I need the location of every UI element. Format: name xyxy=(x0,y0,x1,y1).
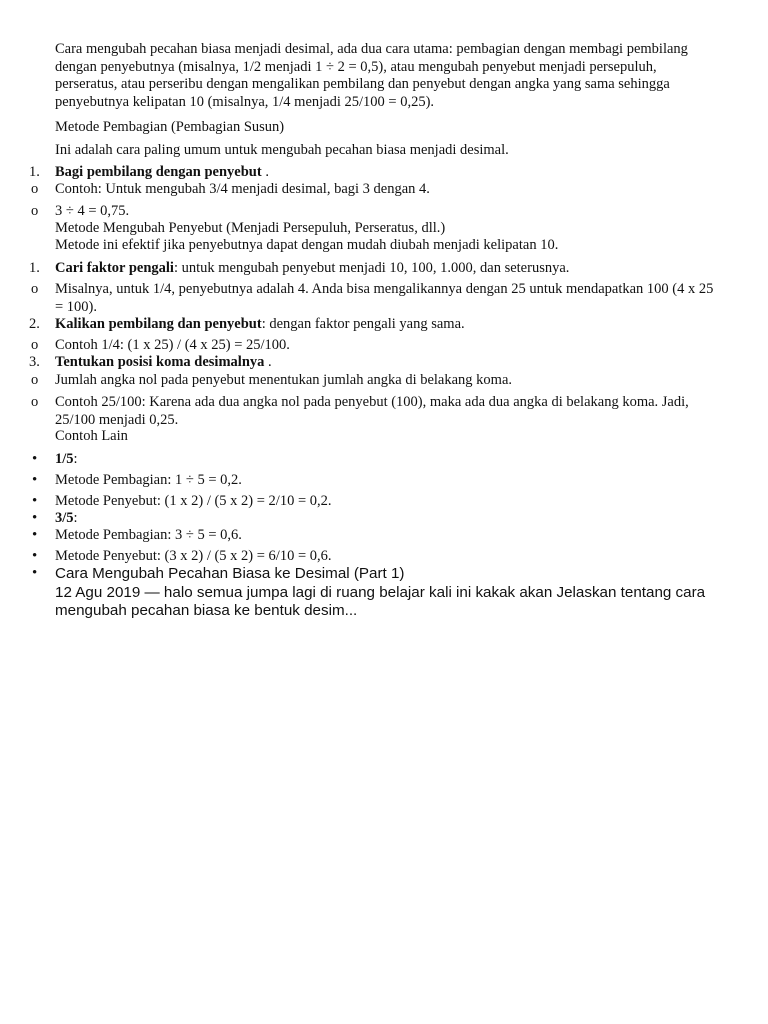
example-text: Metode Penyebut: (3 x 2) / (5 x 2) = 6/10 = 0,6. xyxy=(55,548,332,564)
example-text: Metode Penyebut: (1 x 2) / (5 x 2) = 2/10 = 0,2. xyxy=(55,493,332,509)
list-number: 1. xyxy=(29,164,40,180)
example-text: Metode Pembagian: 1 ÷ 5 = 0,2. xyxy=(55,472,242,488)
example-label: 1/5 xyxy=(55,451,74,467)
sub-item-text: Jumlah angka nol pada penyebut menentukan jumlah angka di belakang koma. xyxy=(55,372,513,388)
bullet-dot-icon: • xyxy=(32,510,38,526)
step-rest-text: . xyxy=(261,164,269,180)
section-desc-division: Ini adalah cara paling umum untuk mengubah pecahan biasa menjadi desimal. xyxy=(55,142,509,158)
sub-item-text: Contoh 25/100: Karena ada dua angka nol pada penyebut (100), maka ada dua angka di belakang koma. Jadi, 25/100 menjadi 0,25. xyxy=(55,394,689,428)
bullet-dot-icon: • xyxy=(32,472,38,488)
search-result-title[interactable]: Cara Mengubah Pecahan Biasa ke Desimal (Part 1) xyxy=(55,565,405,582)
bullet-dot-icon: • xyxy=(32,527,38,543)
step-rest-text: : dengan faktor pengali yang sama. xyxy=(261,316,465,332)
list-number: 1. xyxy=(29,260,40,276)
list-number: 3. xyxy=(29,354,40,370)
intro-paragraph: Cara mengubah pecahan biasa menjadi desimal, ada dua cara utama: pembagian dengan membagi pembilang dengan penyebutnya (misalnya, 1/2 menjadi 1 ÷ 2 = 0,5), atau mengubah penyebut menjadi persepuluh, perseratus, atau perseribu dengan mengalikan pembilang dan penyebut dengan angka yang sama sehingga penyebutnya kelipatan 10 (misalnya, 1/4 menjadi 25/100 = 0,25). xyxy=(55,41,688,110)
example-label-colon: : xyxy=(73,510,78,526)
circle-bullet-icon: o xyxy=(31,372,39,388)
step-rest-text: : untuk mengubah penyebut menjadi 10, 100, 1.000, dan seterusnya. xyxy=(173,260,570,276)
circle-bullet-icon: o xyxy=(31,281,39,297)
step-bold-text: Kalikan pembilang dan penyebut xyxy=(55,316,262,332)
section-title-other-examples: Contoh Lain xyxy=(55,428,128,444)
section-desc-denominator: Metode ini efektif jika penyebutnya dapat dengan mudah diubah menjadi kelipatan 10. xyxy=(55,237,559,253)
circle-bullet-icon: o xyxy=(31,394,39,410)
circle-bullet-icon: o xyxy=(31,337,39,353)
bullet-dot-icon: • xyxy=(32,548,38,564)
step-bold-text: Bagi pembilang dengan penyebut xyxy=(55,164,262,180)
step-bold-text: Tentukan posisi koma desimalnya xyxy=(55,354,265,370)
section-title-division: Metode Pembagian (Pembagian Susun) xyxy=(55,119,285,135)
sub-item-text: 3 ÷ 4 = 0,75. xyxy=(55,203,130,219)
example-label: 3/5 xyxy=(55,510,74,526)
circle-bullet-icon: o xyxy=(31,203,39,219)
sub-item-text: Contoh: Untuk mengubah 3/4 menjadi desimal, bagi 3 dengan 4. xyxy=(55,181,430,197)
sub-item-text: Misalnya, untuk 1/4, penyebutnya adalah 4. Anda bisa mengalikannya dengan 25 untuk mendapatkan 100 (4 x 25 = 100). xyxy=(55,281,714,315)
section-title-denominator: Metode Mengubah Penyebut (Menjadi Persepuluh, Perseratus, dll.) xyxy=(55,220,446,236)
circle-bullet-icon: o xyxy=(31,181,39,197)
step-rest-text: . xyxy=(264,354,272,370)
sub-item-text: Contoh 1/4: (1 x 25) / (4 x 25) = 25/100. xyxy=(55,337,290,353)
example-label-colon: : xyxy=(73,451,78,467)
step-bold-text: Cari faktor pengali xyxy=(55,260,174,276)
bullet-dot-icon: • xyxy=(32,493,38,509)
list-number: 2. xyxy=(29,316,40,332)
bullet-dot-icon: • xyxy=(32,451,38,467)
bullet-dot-icon: • xyxy=(32,565,38,581)
example-text: Metode Pembagian: 3 ÷ 5 = 0,6. xyxy=(55,527,242,543)
search-result-snippet: 12 Agu 2019 — halo semua jumpa lagi di ruang belajar kali ini kakak akan Jelaskan tentang cara mengubah pecahan biasa ke bentuk desim... xyxy=(55,584,706,619)
